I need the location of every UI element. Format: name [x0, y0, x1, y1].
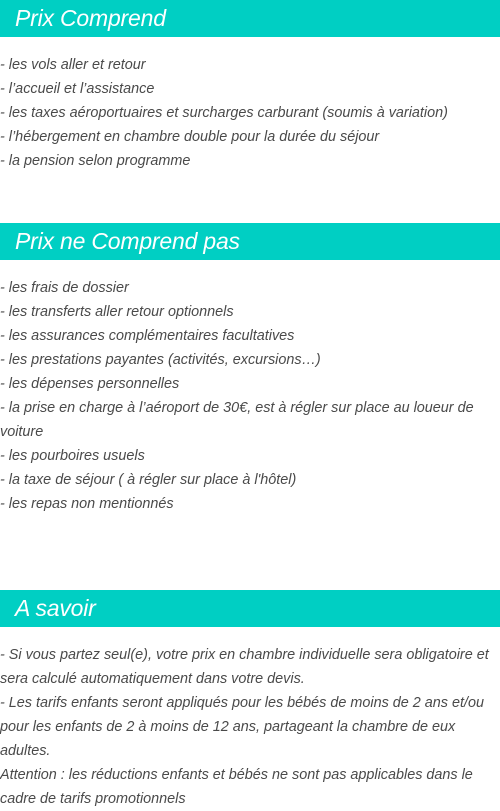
list-item: - les vols aller et retour: [0, 57, 146, 73]
section-header-prix-ne-comprend-pas: Prix ne Comprend pas: [0, 223, 500, 260]
list-item: - les pourboires usuels: [0, 448, 145, 464]
list-item: - les repas non mentionnés: [0, 496, 174, 512]
list-item: - l’accueil et l’assistance: [0, 81, 155, 97]
list-item: - les prestations payantes (activités, excursions…): [0, 352, 321, 368]
list-item: - les transferts aller retour optionnels: [0, 304, 234, 320]
list-item: - les assurances complémentaires facultatives: [0, 328, 295, 344]
list-item: - Les tarifs enfants seront appliqués pour les bébés de moins de 2 ans et/ou pour les enfants de 2 à moins de 12 ans, partageant la chambre de eux adultes.: [0, 695, 484, 759]
included-list: [0, 53, 500, 173]
list-item: - la prise en charge à l’aéroport de 30€, est à régler sur place au loueur de voiture: [0, 400, 474, 440]
section-header-a-savoir: A savoir: [0, 590, 500, 627]
excluded-list: [0, 276, 500, 516]
section-header-prix-comprend: Prix Comprend: [0, 0, 500, 37]
list-item: - les frais de dossier: [0, 280, 129, 296]
list-item: - Si vous partez seul(e), votre prix en chambre individuelle sera obligatoire et sera calculé automatiquement dans votre devis.: [0, 647, 489, 687]
list-item: - les dépenses personnelles: [0, 376, 180, 392]
list-item: - les taxes aéroportuaires et surcharges carburant (soumis à variation): [0, 105, 448, 121]
list-item: Attention : les réductions enfants et bébés ne sont pas applicables dans le cadre de tarifs promotionnels: [0, 767, 473, 807]
list-item: - la taxe de séjour ( à régler sur place à l'hôtel): [0, 472, 297, 488]
list-item: - l’hébergement en chambre double pour la durée du séjour: [0, 129, 380, 145]
list-item: - la pension selon programme: [0, 153, 191, 169]
info-list: [0, 643, 500, 811]
